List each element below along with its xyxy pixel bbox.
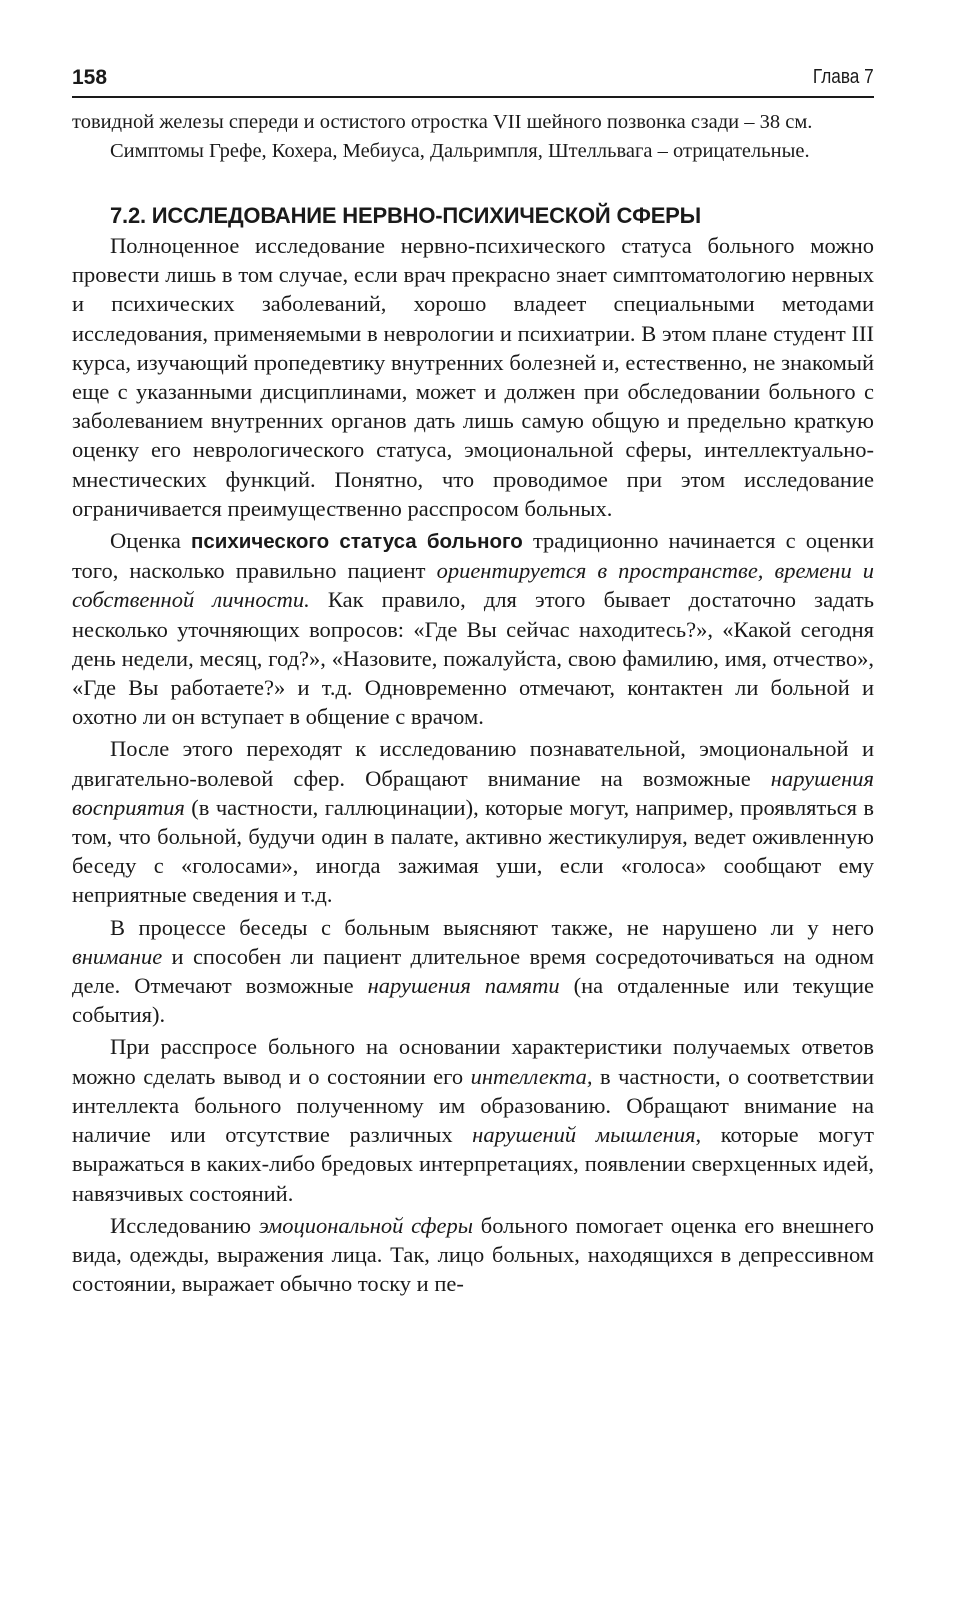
intro-paragraph-continued: товидной железы спереди и остистого отростка VII шейного позвонка сзади – 38 см. [72,111,813,133]
paragraph-6-text-a: Исследованию [110,1212,259,1238]
paragraph-2-text-a: Оценка [110,528,192,554]
paragraph-4-italic-term-memory: нарушения памяти [367,973,560,999]
intro-text [72,108,874,166]
paragraph-5-text-e: , которые могут выражаться в каких-либо бредовых интерпретациях, появлении сверхценных идей, навязчивых состояний. [72,1122,874,1206]
chapter-title: Глава 7 [813,66,874,88]
paragraph-4-text-a: В процессе беседы с больным выясняют также, не нарушено ли у него [110,914,874,940]
book-page [72,62,874,1582]
intro-paragraph-symptoms: Симптомы Грефе, Кохера, Мебиуса, Дальримпля, Штелльвага – отрицательные. [110,140,810,162]
paragraph-2-text-c: традиционно начинается с оценки того, насколько правильно пациент [72,528,874,584]
paragraph-3-italic-term: нарушения восприятия [72,765,874,820]
paragraph-6 [72,1211,874,1299]
paragraph-5-text-a: При расспросе больного на основании характеристики получаемых ответов можно сделать вывод и о состоянии его [72,1034,874,1089]
paragraph-4-text-e: (на отдаленные или текущие события). [72,973,875,1028]
paragraph-2-italic-term: ориентируется в пространстве, времени и собственной личности. [72,558,875,613]
paragraph-2 [72,526,874,731]
page-number: 158 [72,66,108,89]
paragraph-3-text-a: После этого переходят к исследованию познавательной, эмоциональной и двигательно-волевой сфер. Обращают внимание на возможные [72,736,874,791]
paragraph-2-text-e: Как правило, для этого бывает достаточно задать несколько уточняющих вопросов: «Где Вы сейчас находитесь?», «Какой сегодня день недели, месяц, год?», «Назовите, пожалуйста, свою фамилию, имя, отчество», «Где Вы работаете?» и т.д. Одновременно отмечают, контактен ли больной и охотно ли он вступает в общение с врачом. [72,587,874,730]
paragraph-4-text-c: и способен ли пациент длительное время сосредоточиваться на одном деле. Отмечают возможные [72,943,874,999]
running-header [72,62,874,98]
section-body [72,231,874,1298]
paragraph-4-italic-term-attention: внимание [72,943,163,969]
paragraph-3-text-c: (в частности, галлюцинации), которые могут, например, проявляться в том, что больной, будучи один в палате, активно жестикулируя, ведет оживленную беседу с «голосами», иногда зажимая уши, если «голоса» сообщают ему неприятные сведения и т.д. [72,794,874,908]
paragraph-5-italic-term-thinking: нарушений мышления [472,1122,696,1148]
paragraph-6-text-c: больного помогает оценка его внешнего вида, одежды, выражения лица. Так, лицо больных, находящихся в депрессивном состоянии, выражает обычно тоску и пе- [72,1212,874,1297]
paragraph-1: Полноценное исследование нервно-психического статуса больного можно провести лишь в том случае, если врач прекрасно знает симптоматологию нервных и психических заболеваний, хорошо владеет специальными методами исследования, применяемыми в неврологии и психиатрии. В этом плане студент III курса, изучающий пропедевтику внутренних болезней и, естественно, не знакомый еще с указанными дисциплинами, может и должен при обследовании больного с заболеванием внутренних органов дать лишь самую общую и предельно краткую оценку его неврологического статуса, эмоциональной сферы, интеллектуально-мнестических функций. Понятно, что проводимое при этом исследование ограничивается преимущественно расспросом больных. [72,233,874,521]
paragraph-5-text-c: в частности, о соответствии интеллекта больного полученному им образованию. Обращают внимание на наличие или отсутствие различных [72,1063,875,1148]
paragraph-4 [72,913,874,1030]
paragraph-5-italic-term-intellect: интеллекта, [470,1063,593,1089]
paragraph-5 [72,1032,874,1207]
paragraph-3 [72,734,874,909]
section-heading: 7.2. ИССЛЕДОВАНИЕ НЕРВНО-ПСИХИЧЕСКОЙ СФЕРЫ [110,203,701,228]
paragraph-6-italic-term: эмоциональной сферы [258,1212,473,1238]
paragraph-2-bold-term: психического статуса больного [191,530,523,554]
